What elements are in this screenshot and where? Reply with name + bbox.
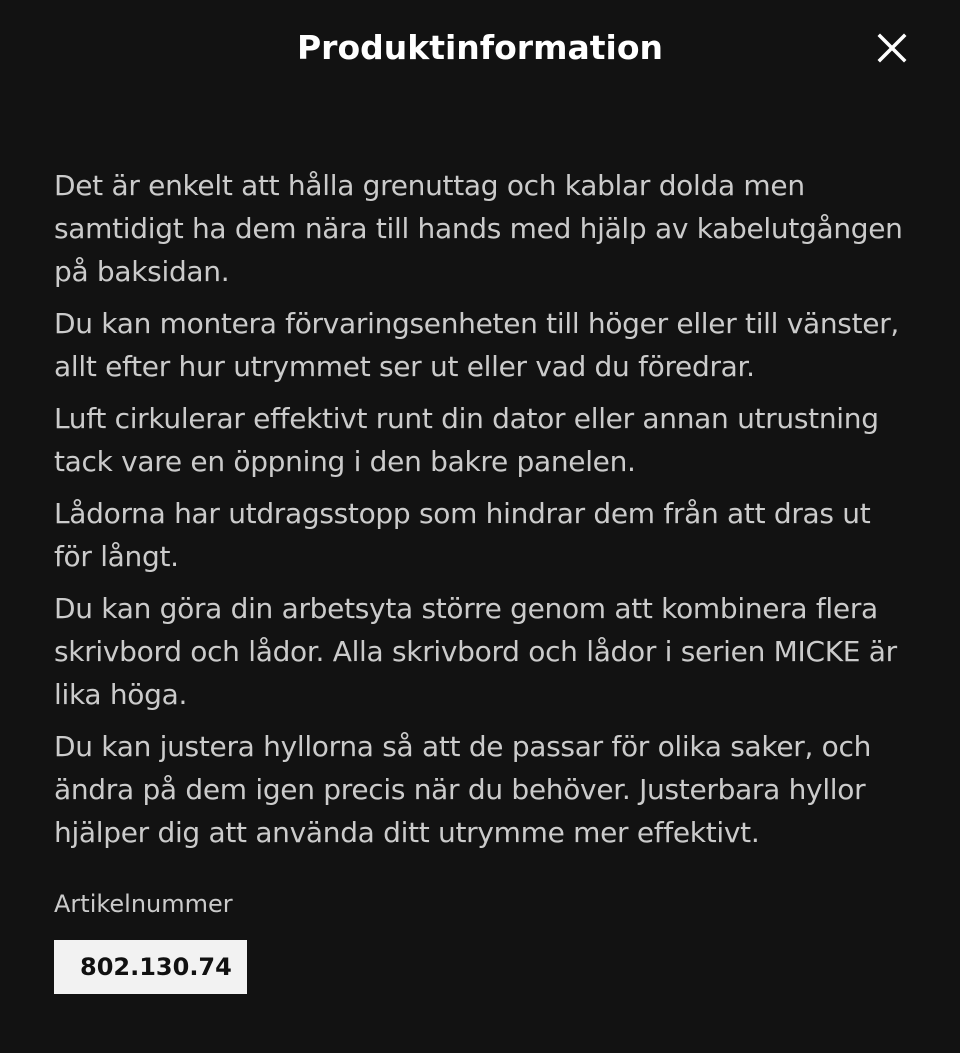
- product-info-content: [54, 164, 914, 994]
- info-paragraph: Det är enkelt att hålla grenuttag och kablar dolda men samtidigt ha dem nära till hands med hjälp av kabelutgången på baksidan.: [54, 169, 903, 288]
- article-number-label: Artikelnummer: [54, 890, 233, 918]
- info-paragraph: Lådorna har utdragsstopp som hindrar dem från att dras ut för långt.: [54, 497, 871, 573]
- modal-header: [0, 0, 960, 100]
- info-paragraph: Du kan montera förvaringsenheten till höger eller till vänster, allt efter hur utrymmet ser ut eller vad du föredrar.: [54, 307, 900, 383]
- info-paragraph: Du kan göra din arbetsyta större genom att kombinera flera skrivbord och lådor. Alla skrivbord och lådor i serien MICKE är lika höga.: [54, 592, 897, 711]
- close-button[interactable]: [870, 26, 914, 70]
- info-paragraph: Du kan justera hyllorna så att de passar för olika saker, och ändra på dem igen precis när du behöver. Justerbara hyllor hjälper dig att använda ditt utrymme mer effektivt.: [54, 730, 872, 849]
- page-title: Produktinformation: [297, 28, 663, 67]
- article-number-badge: 802.130.74: [54, 940, 247, 994]
- info-paragraph: Luft cirkulerar effektivt runt din dator eller annan utrustning tack vare en öppning i den bakre panelen.: [54, 402, 879, 478]
- close-icon: [877, 33, 907, 63]
